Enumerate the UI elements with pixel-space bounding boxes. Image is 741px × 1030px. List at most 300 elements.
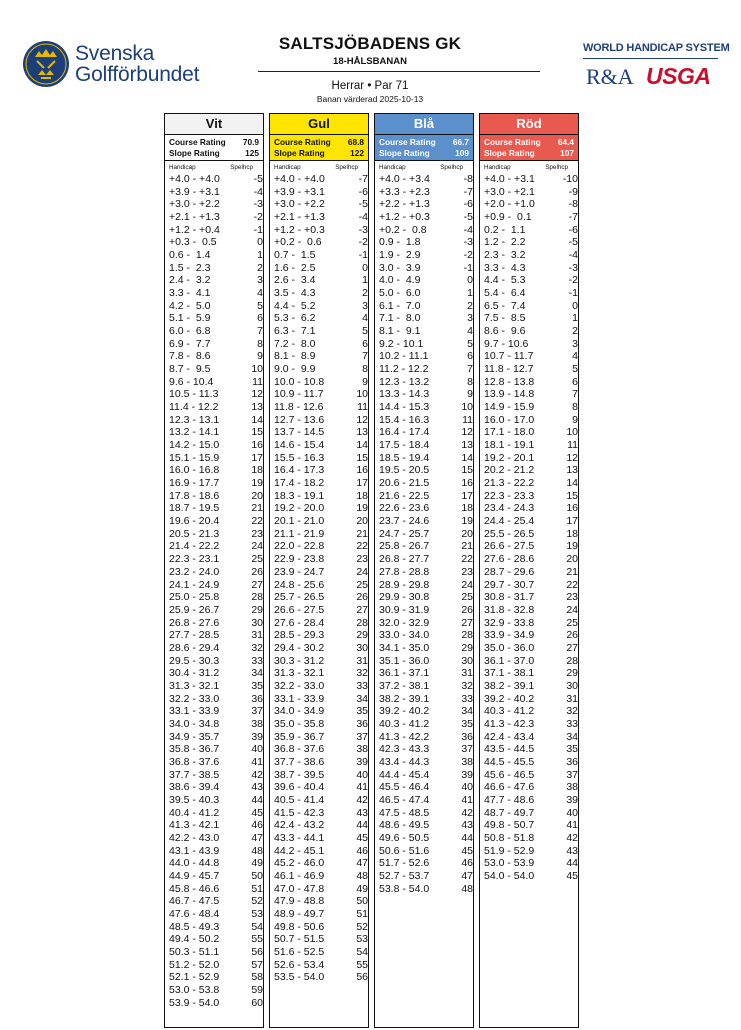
tee-name: Vit — [165, 114, 263, 135]
handicap-range: 18.3 - 19.1 — [274, 489, 325, 502]
playing-handicap: -4 — [463, 223, 473, 236]
table-row — [379, 388, 473, 401]
handicap-range: 27.6 - 28.6 — [484, 553, 535, 566]
table-row — [379, 794, 473, 807]
table-row — [484, 693, 578, 706]
playing-handicap: 22 — [251, 515, 263, 528]
handicap-range: 30.8 - 31.7 — [484, 591, 535, 604]
column-headers — [375, 161, 473, 173]
handicap-range: 13.9 - 14.8 — [484, 388, 535, 401]
handicap-range: 48.9 - 49.7 — [274, 907, 325, 920]
handicap-range: 35.9 - 36.7 — [274, 730, 325, 743]
handicap-range: 49.6 - 50.5 — [379, 831, 430, 844]
table-row — [274, 312, 368, 325]
table-row — [169, 959, 263, 972]
handicap-range: 3.5 - 4.3 — [274, 287, 316, 300]
handicap-range: 17.5 - 18.4 — [379, 439, 430, 452]
handicap-range: 14.4 - 15.3 — [379, 401, 430, 414]
table-row — [274, 591, 368, 604]
playing-handicap: 0 — [467, 274, 473, 287]
table-row — [169, 705, 263, 718]
playing-handicap: 29 — [251, 603, 263, 616]
playing-handicap: 0 — [572, 299, 578, 312]
playing-handicap: 30 — [566, 679, 578, 692]
course-rating-value: 68.8 — [347, 137, 364, 147]
table-row — [169, 502, 263, 515]
table-row — [379, 300, 473, 313]
table-row — [274, 566, 368, 579]
handicap-range: 32.2 - 33.0 — [169, 692, 220, 705]
handicap-range: 25.0 - 25.8 — [169, 591, 220, 604]
playing-handicap: 17 — [461, 489, 473, 502]
handicap-range: +2.1 - +1.3 — [169, 211, 220, 224]
table-row — [484, 224, 578, 237]
playing-handicap: 33 — [251, 654, 263, 667]
course-rating-label: Course Rating — [484, 137, 541, 147]
playing-handicap: 35 — [251, 679, 263, 692]
table-row — [379, 414, 473, 427]
handicap-range: 19.5 - 20.5 — [379, 464, 430, 477]
table-row — [274, 756, 368, 769]
table-row — [379, 477, 473, 490]
table-row — [484, 845, 578, 858]
course-rating-label: Course Rating — [274, 137, 331, 147]
handicap-range: 51.6 - 52.5 — [274, 945, 325, 958]
playing-handicap: 24 — [356, 565, 368, 578]
handicap-range: 30.9 - 31.9 — [379, 603, 430, 616]
handicap-range: 36.8 - 37.6 — [169, 755, 220, 768]
playing-handicap: 45 — [356, 831, 368, 844]
handicap-range: 35.1 - 36.0 — [379, 654, 430, 667]
playing-handicap: 42 — [251, 768, 263, 781]
playing-handicap: 44 — [251, 793, 263, 806]
table-row — [379, 338, 473, 351]
table-row — [274, 528, 368, 541]
table-row — [484, 249, 578, 262]
handicap-range: 16.4 - 17.3 — [274, 464, 325, 477]
table-row — [169, 718, 263, 731]
playing-handicap: 22 — [356, 540, 368, 553]
handicap-range: 6.0 - 6.8 — [169, 325, 211, 338]
table-row — [484, 743, 578, 756]
playing-handicap: 29 — [461, 641, 473, 654]
playing-handicap: 14 — [566, 477, 578, 490]
handicap-range: +1.2 - +0.4 — [169, 223, 220, 236]
table-row — [169, 756, 263, 769]
handicap-range: 2.6 - 3.4 — [274, 274, 316, 287]
playing-handicap: -3 — [463, 236, 473, 249]
playing-handicap: 36 — [356, 717, 368, 730]
handicap-range: 2.3 - 3.2 — [484, 249, 526, 262]
playing-handicap: -2 — [568, 274, 578, 287]
playing-handicap: 45 — [566, 869, 578, 882]
handicap-range: 32.0 - 32.9 — [379, 616, 430, 629]
slope-rating-label: Slope Rating — [379, 148, 430, 158]
table-row — [379, 718, 473, 731]
table-row — [274, 883, 368, 896]
table-row — [274, 540, 368, 553]
handicap-range: 47.7 - 48.6 — [484, 793, 535, 806]
handicap-range: 44.9 - 45.7 — [169, 869, 220, 882]
playing-handicap: 7 — [467, 363, 473, 376]
rating-date: Banan värderad 2025-10-13 — [316, 94, 424, 104]
table-row — [379, 350, 473, 363]
playing-handicap: 17 — [356, 477, 368, 490]
playing-handicap: 22 — [461, 553, 473, 566]
handicap-range: 9.7 - 10.6 — [484, 337, 529, 350]
table-row — [169, 857, 263, 870]
table-row — [169, 693, 263, 706]
playing-handicap: 35 — [566, 743, 578, 756]
tee-table-gul — [269, 113, 369, 1028]
table-row — [379, 579, 473, 592]
handicap-range: 27.7 - 28.5 — [169, 629, 220, 642]
table-row — [484, 300, 578, 313]
handicap-range: 53.9 - 54.0 — [169, 996, 220, 1009]
table-row — [484, 502, 578, 515]
handicap-range: 29.5 - 30.3 — [169, 654, 220, 667]
playing-handicap: 53 — [356, 933, 368, 946]
handicap-range: 33.1 - 33.9 — [169, 705, 220, 718]
handicap-range: 43.5 - 44.5 — [484, 743, 535, 756]
course-rating-label: Course Rating — [169, 137, 226, 147]
playing-handicap: 43 — [356, 806, 368, 819]
table-row — [169, 591, 263, 604]
table-row — [379, 198, 473, 211]
table-row — [274, 819, 368, 832]
playing-handicap: 54 — [356, 945, 368, 958]
playing-handicap: 36 — [566, 755, 578, 768]
playing-handicap: -6 — [463, 198, 473, 211]
playing-handicap: 44 — [461, 831, 473, 844]
club-name: SALTSJÖBADENS GK — [278, 34, 462, 53]
handicap-range: 20.1 - 21.0 — [274, 515, 325, 528]
handicap-range: 44.2 - 45.1 — [274, 844, 325, 857]
playing-handicap: 8 — [467, 375, 473, 388]
table-row — [379, 262, 473, 275]
playing-handicap: 6 — [362, 337, 368, 350]
table-row — [274, 300, 368, 313]
table-row — [169, 807, 263, 820]
table-row — [169, 921, 263, 934]
playing-handicap: 43 — [566, 844, 578, 857]
table-row — [379, 528, 473, 541]
table-row — [169, 388, 263, 401]
handicap-range: 5.3 - 6.2 — [274, 312, 316, 325]
playing-handicap: 5 — [362, 325, 368, 338]
table-row — [274, 376, 368, 389]
handicap-range: 39.6 - 40.4 — [274, 781, 325, 794]
spelhcp-header: Spelhcp — [230, 164, 253, 171]
handicap-range: 1.9 - 2.9 — [379, 249, 421, 262]
handicap-range: 22.3 - 23.3 — [484, 489, 535, 502]
playing-handicap: 21 — [251, 502, 263, 515]
playing-handicap: 1 — [467, 287, 473, 300]
table-row — [484, 401, 578, 414]
handicap-range: 27.6 - 28.4 — [274, 616, 325, 629]
playing-handicap: 27 — [461, 616, 473, 629]
handicap-range: 40.4 - 41.2 — [169, 806, 220, 819]
table-row — [379, 540, 473, 553]
playing-handicap: 58 — [251, 971, 263, 984]
playing-handicap: 48 — [251, 844, 263, 857]
playing-handicap: 60 — [251, 996, 263, 1009]
playing-handicap: -8 — [568, 198, 578, 211]
playing-handicap: 25 — [566, 616, 578, 629]
playing-handicap: 54 — [251, 920, 263, 933]
playing-handicap: -4 — [568, 249, 578, 262]
playing-handicap: 26 — [461, 603, 473, 616]
table-row — [379, 211, 473, 224]
table-row — [484, 591, 578, 604]
playing-handicap: -4 — [253, 185, 263, 198]
table-row — [274, 579, 368, 592]
table-row — [379, 756, 473, 769]
tee-name: Gul — [270, 114, 368, 135]
playing-handicap: 10 — [251, 363, 263, 376]
table-row — [484, 566, 578, 579]
playing-handicap: 30 — [356, 641, 368, 654]
handicap-range: 20.2 - 21.2 — [484, 464, 535, 477]
table-row — [379, 452, 473, 465]
table-row — [484, 439, 578, 452]
playing-handicap: 30 — [461, 654, 473, 667]
table-row — [379, 731, 473, 744]
table-row — [379, 617, 473, 630]
table-row — [274, 224, 368, 237]
playing-handicap: 43 — [461, 819, 473, 832]
handicap-range: 14.6 - 15.4 — [274, 439, 325, 452]
handicap-range: +2.0 - +1.0 — [484, 198, 535, 211]
playing-handicap: 40 — [566, 806, 578, 819]
playing-handicap: 36 — [251, 692, 263, 705]
playing-handicap: 22 — [566, 578, 578, 591]
handicap-range: 5.1 - 5.9 — [169, 312, 211, 325]
table-row — [274, 515, 368, 528]
handicap-range: 23.4 - 24.3 — [484, 502, 535, 515]
handicap-range: 51.2 - 52.0 — [169, 958, 220, 971]
table-row — [274, 845, 368, 858]
handicap-range: 6.5 - 7.4 — [484, 299, 526, 312]
playing-handicap: 28 — [356, 616, 368, 629]
handicap-range: 10.0 - 10.8 — [274, 375, 325, 388]
table-row — [169, 895, 263, 908]
handicap-range: 38.2 - 39.1 — [379, 692, 430, 705]
playing-handicap: 55 — [356, 958, 368, 971]
playing-handicap: 16 — [566, 502, 578, 515]
table-row — [169, 249, 263, 262]
table-row — [484, 338, 578, 351]
course-rating-value: 66.7 — [452, 137, 469, 147]
playing-handicap: 46 — [356, 844, 368, 857]
handicap-range: 30.4 - 31.2 — [169, 667, 220, 680]
playing-handicap: 2 — [572, 325, 578, 338]
table-row — [484, 414, 578, 427]
handicap-range: +4.0 - +3.1 — [484, 173, 535, 185]
playing-handicap: 9 — [362, 375, 368, 388]
table-row — [379, 224, 473, 237]
table-row — [379, 401, 473, 414]
table-row — [379, 680, 473, 693]
playing-handicap: 2 — [257, 261, 263, 274]
crown-crest-icon — [22, 40, 70, 88]
handicap-range: 38.7 - 39.5 — [274, 768, 325, 781]
handicap-range: 13.7 - 14.5 — [274, 426, 325, 439]
handicap-range: 31.3 - 32.1 — [274, 667, 325, 680]
handicap-range: 39.2 - 40.2 — [379, 705, 430, 718]
handicap-range: 12.3 - 13.2 — [379, 375, 430, 388]
handicap-range: 15.5 - 16.3 — [274, 451, 325, 464]
playing-handicap: 33 — [356, 679, 368, 692]
handicap-range: 29.7 - 30.7 — [484, 578, 535, 591]
playing-handicap: 31 — [566, 692, 578, 705]
table-row — [274, 705, 368, 718]
playing-handicap: 27 — [251, 578, 263, 591]
table-row — [169, 781, 263, 794]
table-row — [484, 350, 578, 363]
table-row — [484, 186, 578, 199]
table-row — [379, 464, 473, 477]
table-row — [169, 325, 263, 338]
table-row — [274, 781, 368, 794]
handicap-range: 52.1 - 52.9 — [169, 971, 220, 984]
playing-handicap: 12 — [356, 413, 368, 426]
table-row — [379, 870, 473, 883]
course-rating-value: 70.9 — [242, 137, 259, 147]
table-row — [379, 769, 473, 782]
handicap-range: 49.8 - 50.7 — [484, 819, 535, 832]
table-row — [484, 629, 578, 642]
rating-box — [375, 135, 473, 161]
playing-handicap: 9 — [572, 413, 578, 426]
handicap-range: 22.6 - 23.6 — [379, 502, 430, 515]
playing-handicap: 15 — [566, 489, 578, 502]
playing-handicap: 24 — [566, 603, 578, 616]
playing-handicap: 18 — [356, 489, 368, 502]
playing-handicap: 17 — [566, 515, 578, 528]
table-row — [169, 680, 263, 693]
table-row — [484, 604, 578, 617]
handicap-range: 28.9 - 29.8 — [379, 578, 430, 591]
playing-handicap: 41 — [251, 755, 263, 768]
handicap-range: 15.4 - 16.3 — [379, 413, 430, 426]
playing-handicap: 31 — [461, 667, 473, 680]
table-row — [274, 971, 368, 984]
handicap-range: 13.2 - 14.1 — [169, 426, 220, 439]
handicap-range: 4.4 - 5.3 — [484, 274, 526, 287]
playing-handicap: 43 — [251, 781, 263, 794]
playing-handicap: 8 — [257, 337, 263, 350]
handicap-range: 28.6 - 29.4 — [169, 641, 220, 654]
playing-handicap: 51 — [251, 882, 263, 895]
handicap-range: 45.2 - 46.0 — [274, 857, 325, 870]
slope-rating-value: 122 — [350, 148, 364, 158]
playing-handicap: 16 — [461, 477, 473, 490]
handicap-range: +3.0 - +2.2 — [169, 198, 220, 211]
tee-table-vit — [164, 113, 264, 1028]
playing-handicap: 56 — [251, 945, 263, 958]
playing-handicap: 1 — [257, 249, 263, 262]
table-row — [379, 249, 473, 262]
handicap-range: 6.9 - 7.7 — [169, 337, 211, 350]
handicap-range: 53.5 - 54.0 — [274, 971, 325, 984]
playing-handicap: 19 — [356, 502, 368, 515]
handicap-range: 34.0 - 34.8 — [169, 717, 220, 730]
playing-handicap: 21 — [356, 527, 368, 540]
playing-handicap: 34 — [251, 667, 263, 680]
playing-handicap: -3 — [568, 261, 578, 274]
playing-handicap: 16 — [251, 439, 263, 452]
handicap-range: 45.8 - 46.6 — [169, 882, 220, 895]
handicap-range: 53.0 - 53.9 — [484, 857, 535, 870]
table-row — [274, 807, 368, 820]
playing-handicap: 15 — [251, 426, 263, 439]
table-row — [484, 819, 578, 832]
handicap-range: 47.9 - 48.8 — [274, 895, 325, 908]
playing-handicap: 3 — [572, 337, 578, 350]
table-row — [169, 287, 263, 300]
table-row — [169, 540, 263, 553]
course-name: 18-HÅLSBANAN — [333, 56, 407, 67]
table-row — [379, 845, 473, 858]
handicap-range: 25.9 - 26.7 — [169, 603, 220, 616]
handicap-range: 40.5 - 41.4 — [274, 793, 325, 806]
handicap-range: 42.4 - 43.2 — [274, 819, 325, 832]
table-row — [484, 198, 578, 211]
playing-handicap: 32 — [251, 641, 263, 654]
handicap-range: 48.5 - 49.3 — [169, 920, 220, 933]
handicap-range: 27.8 - 28.8 — [379, 565, 430, 578]
handicap-range: 10.2 - 11.1 — [379, 350, 429, 363]
table-row — [274, 198, 368, 211]
handicap-range: 6.3 - 7.1 — [274, 325, 316, 338]
table-row — [379, 426, 473, 439]
table-row — [169, 173, 263, 186]
playing-handicap: -5 — [463, 211, 473, 224]
handicap-range: 14.9 - 15.9 — [484, 401, 535, 414]
playing-handicap: 37 — [356, 730, 368, 743]
slope-rating-label: Slope Rating — [169, 148, 220, 158]
table-row — [169, 883, 263, 896]
table-row — [379, 591, 473, 604]
handicap-range: 29.4 - 30.2 — [274, 641, 325, 654]
handicap-range: 24.8 - 25.6 — [274, 578, 325, 591]
playing-handicap: 8 — [362, 363, 368, 376]
handicap-range: 44.4 - 45.4 — [379, 768, 430, 781]
table-row — [274, 401, 368, 414]
table-row — [169, 528, 263, 541]
handicap-range: 53.8 - 54.0 — [379, 882, 430, 895]
table-row — [169, 870, 263, 883]
handicap-range: 11.8 - 12.6 — [274, 401, 324, 414]
playing-handicap: 59 — [251, 984, 263, 996]
playing-handicap: 18 — [566, 527, 578, 540]
table-row — [169, 997, 263, 1010]
rating-box — [165, 135, 263, 161]
table-row — [274, 832, 368, 845]
playing-handicap: 37 — [251, 705, 263, 718]
playing-handicap: 37 — [566, 768, 578, 781]
table-row — [169, 553, 263, 566]
playing-handicap: 50 — [251, 869, 263, 882]
playing-handicap: 4 — [467, 325, 473, 338]
handicap-range: +1.2 - +0.3 — [379, 211, 430, 224]
handicap-range: 43.4 - 44.3 — [379, 755, 430, 768]
table-row — [379, 553, 473, 566]
handicap-range: 48.6 - 49.5 — [379, 819, 430, 832]
playing-handicap: 40 — [251, 743, 263, 756]
table-row — [484, 794, 578, 807]
